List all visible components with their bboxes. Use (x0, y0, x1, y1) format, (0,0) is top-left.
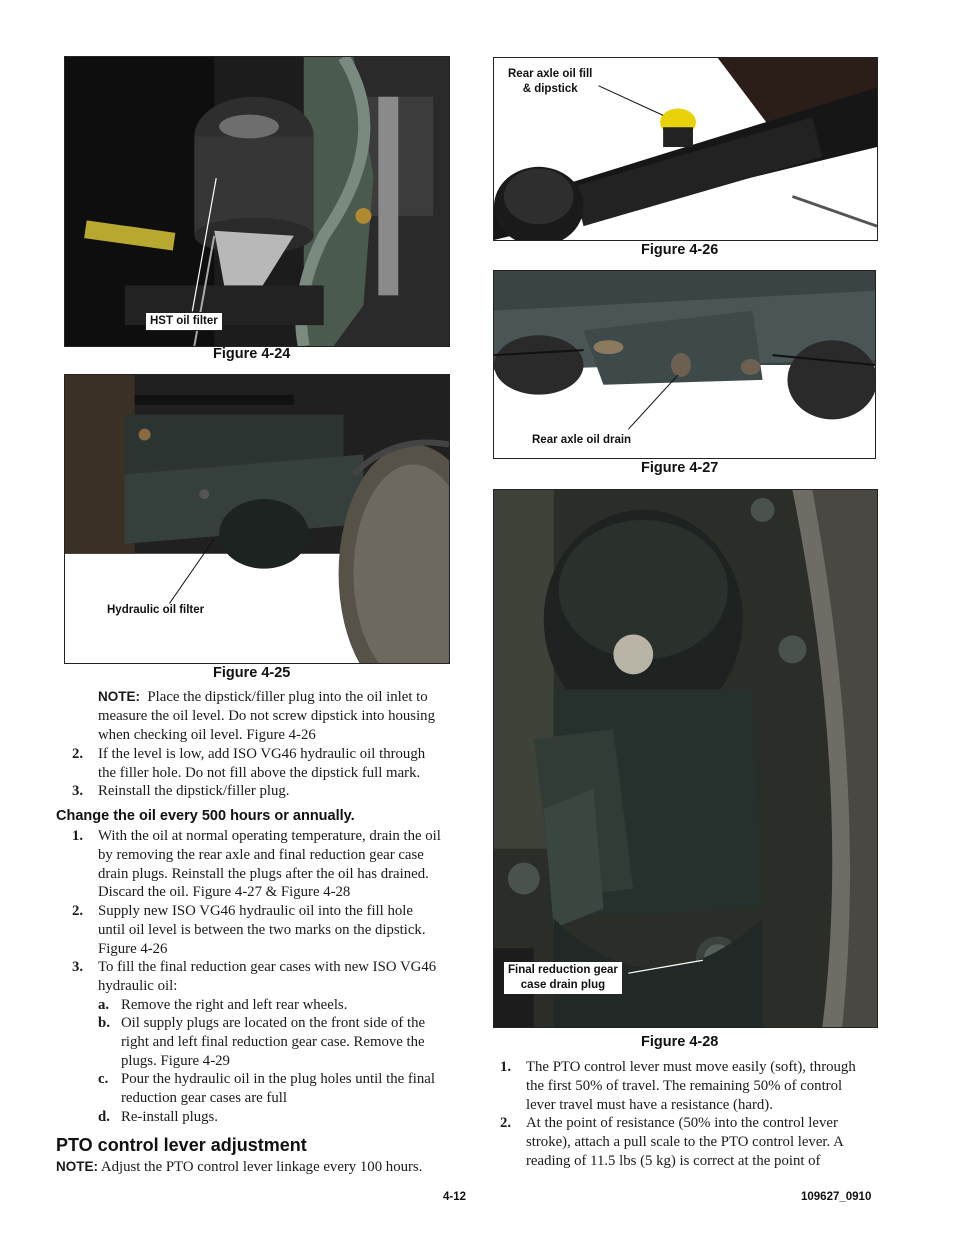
change-step-1-line-1: With the oil at normal operating temperature, drain the oil (98, 828, 441, 844)
pto-step-2-line-2: stroke), attach a pull scale to the PTO control lever. A (526, 1133, 844, 1150)
final-reduction-callout-line1: Final reduction gear (508, 964, 618, 976)
change-oil-heading: Change the oil every 500 hours or annually. (56, 808, 355, 824)
pto-step-1-text (526, 1058, 884, 1114)
sub-step-b-number: b. (98, 1015, 110, 1031)
change-step-1-line-2: by removing the rear axle and final reduction gear case (98, 846, 424, 863)
step-2-line-2: the filler hole. Do not fill above the dipstick full mark. (98, 764, 421, 781)
sub-step-a-text (121, 996, 456, 1015)
sub-step-c-line-1: Pour the hydraulic oil in the plug holes until the final (121, 1071, 435, 1087)
note-label: NOTE: (98, 689, 140, 704)
sub-step-c-text (121, 1070, 456, 1108)
pto-step-2-text (526, 1114, 884, 1170)
final-reduction-callout (504, 962, 622, 994)
sub-step-a-line-1: Remove the right and left rear wheels. (121, 997, 348, 1013)
pto-step-2-line-3: reading of 11.5 lbs (5 kg) is correct at the point of (526, 1152, 821, 1169)
sub-step-d-text (121, 1108, 456, 1127)
pto-step-2-line-1: At the point of resistance (50% into the control lever (526, 1115, 838, 1131)
change-step-1-text (98, 827, 456, 902)
hydraulic-filter-callout: Hydraulic oil filter (107, 604, 205, 616)
sub-step-a-number: a. (98, 997, 110, 1013)
change-step-1-line-3: drain plugs. Reinstall the plugs after the oil has drained. (98, 865, 429, 882)
pto-step-1-line-3: lever travel must have a resistance (hard). (526, 1096, 773, 1113)
figure-4-25-photo (64, 374, 450, 664)
hst-filter-callout: HST oil filter (145, 312, 223, 331)
rear-axle-drain-leader-line (494, 271, 875, 458)
figure-4-25-caption: Figure 4-25 (213, 665, 291, 681)
figure-4-27-photo (493, 270, 876, 459)
sub-step-d-number: d. (98, 1109, 110, 1125)
final-reduction-leader-line (494, 490, 877, 1027)
change-step-1-number: 1. (72, 828, 84, 844)
note-fill-check-text-2: measure the oil level. Do not screw dipstick into housing (98, 707, 435, 724)
note-fill-check (98, 688, 456, 744)
rear-axle-fill-callout-line1: Rear axle oil fill (508, 68, 593, 80)
change-step-1-line-4: Discard the oil. Figure 4-27 & Figure 4-28 (98, 884, 351, 901)
page-number: 4-12 (443, 1191, 467, 1203)
note-fill-check-text-1: Place the dipstick/filler plug into the oil inlet to (147, 689, 428, 705)
rear-axle-drain-callout: Rear axle oil drain (532, 434, 632, 446)
step-3-line-1: Reinstall the dipstick/filler plug. (98, 783, 290, 799)
change-step-2-line-3: Figure 4-26 (98, 940, 168, 957)
rear-axle-fill-callout-line2: & dipstick (522, 83, 578, 95)
note-fill-check-line (98, 688, 456, 707)
pto-step-1-line-2: the first 50% of travel. The remaining 50% of control (526, 1077, 843, 1094)
figure-4-27-caption: Figure 4-27 (641, 460, 719, 476)
change-step-3-text (98, 958, 456, 996)
pto-section-heading: PTO control lever adjustment (56, 1135, 307, 1155)
sub-step-b-line-3: plugs. Figure 4-29 (121, 1052, 230, 1069)
sub-step-b-text (121, 1014, 456, 1070)
step-2-line-1: If the level is low, add ISO VG46 hydraulic oil through (98, 746, 426, 762)
figure-4-24-photo (64, 56, 450, 347)
step-2-text (98, 745, 456, 783)
change-step-3-line-1: To fill the final reduction gear cases with new ISO VG46 (98, 959, 437, 975)
note-pto-text: Adjust the PTO control lever linkage every 100 hours. (100, 1159, 423, 1175)
step-3-number: 3. (72, 783, 84, 799)
sub-step-c-line-2: reduction gear cases are full (121, 1089, 287, 1106)
document-number: 109627_0910 (801, 1191, 872, 1203)
final-reduction-callout-line2: case drain plug (520, 979, 606, 991)
sub-step-c-number: c. (98, 1071, 109, 1087)
change-step-2-line-1: Supply new ISO VG46 hydraulic oil into the fill hole (98, 903, 413, 919)
sub-step-b-line-1: Oil supply plugs are located on the front side of the (121, 1015, 426, 1031)
pto-step-2-number: 2. (500, 1115, 512, 1131)
figure-4-26-caption: Figure 4-26 (641, 242, 719, 258)
change-step-3-line-2: hydraulic oil: (98, 977, 178, 994)
note-pto-linkage (56, 1158, 422, 1177)
change-step-2-number: 2. (72, 903, 84, 919)
sub-step-d-line-1: Re-install plugs. (121, 1109, 218, 1125)
step-3-text (98, 782, 456, 801)
change-step-2-line-2: until oil level is between the two marks on the dipstick. (98, 921, 426, 938)
figure-4-28-caption: Figure 4-28 (641, 1034, 719, 1050)
sub-step-b-line-2: right and left final reduction gear case. Remove the (121, 1033, 425, 1050)
note-pto-label: NOTE: (56, 1159, 98, 1174)
pto-step-1-line-1: The PTO control lever must move easily (soft), through (526, 1059, 856, 1075)
change-step-3-number: 3. (72, 959, 84, 975)
figure-4-28-photo (493, 489, 878, 1028)
hydraulic-filter-leader-line (65, 375, 449, 663)
note-fill-check-text-3: when checking oil level. Figure 4-26 (98, 726, 316, 743)
hst-filter-leader-line (65, 57, 449, 346)
step-2-number: 2. (72, 746, 84, 762)
pto-step-1-number: 1. (500, 1059, 512, 1075)
change-step-2-text (98, 902, 456, 958)
figure-4-26-photo (493, 57, 878, 241)
rear-axle-fill-callout (504, 66, 596, 98)
figure-4-24-caption: Figure 4-24 (213, 346, 291, 362)
